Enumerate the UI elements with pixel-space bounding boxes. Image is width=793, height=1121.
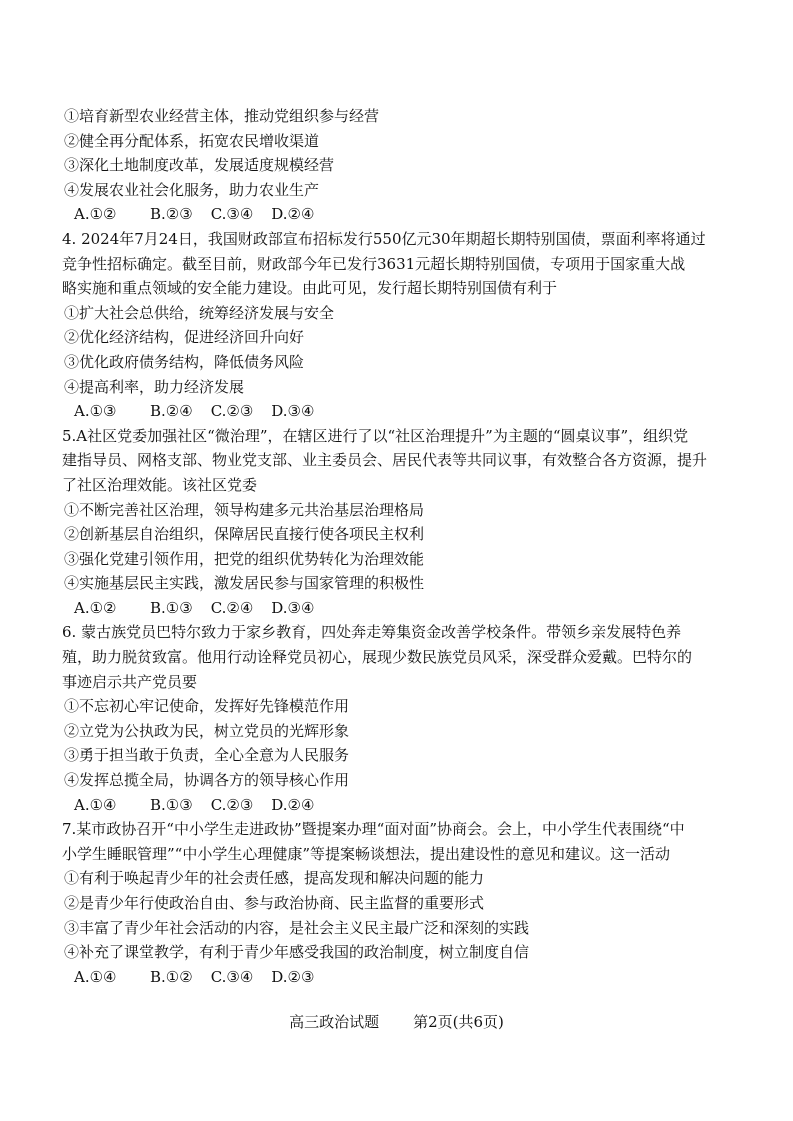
question-stem-line: 7.某市政协召开“中小学生走进政协”暨提案办理“面对面”协商会。会上，中小学生代表围绕“中 bbox=[62, 820, 685, 839]
choice-d: D.③④ bbox=[271, 402, 315, 421]
option-line: ④发展农业社会化服务，助力农业生产 bbox=[64, 180, 320, 199]
question-stem-line: 5.A社区党委加强社区“微治理”，在辖区进行了以“社区治理提升”为主题的“圆桌议事”，组织党 bbox=[62, 426, 689, 445]
answer-choices bbox=[62, 596, 722, 621]
choice-c: C.③④ bbox=[210, 967, 254, 986]
question-stem-line: 事迹启示共产党员要 bbox=[62, 672, 198, 691]
question-stem-line: 4. 2024年7月24日，我国财政部宣布招标发行550亿元30年期超长期特别国债，票面利率将通过 bbox=[62, 229, 706, 248]
question-5 bbox=[62, 424, 722, 621]
question-stem-line: 了社区治理效能。该社区党委 bbox=[62, 475, 258, 494]
option-line: ①扩大社会总供给，统筹经济发展与安全 bbox=[64, 303, 335, 322]
option-line: ③丰富了青少年社会活动的内容，是社会主义民主最广泛和深刻的实践 bbox=[64, 918, 530, 937]
option-line: ①不断完善社区治理，领导构建多元共治基层治理格局 bbox=[64, 500, 425, 519]
question-7 bbox=[62, 817, 722, 989]
option-line: ③强化党建引领作用，把党的组织优势转化为治理效能 bbox=[64, 549, 425, 568]
question-3 bbox=[62, 104, 722, 227]
option-line: ③勇于担当敢于负责，全心全意为人民服务 bbox=[64, 746, 350, 765]
page-footer bbox=[0, 1010, 793, 1035]
option-line: ④提高利率，助力经济发展 bbox=[64, 377, 245, 396]
choice-b: B.②③ bbox=[150, 205, 193, 224]
question-4 bbox=[62, 227, 722, 424]
option-line: ②立党为公执政为民，树立党员的光辉形象 bbox=[64, 721, 350, 740]
choice-a: A.①④ bbox=[74, 795, 117, 814]
choice-b: B.①② bbox=[150, 967, 193, 986]
option-line: ④实施基层民主实践，激发居民参与国家管理的积极性 bbox=[64, 574, 425, 593]
option-line: ①不忘初心牢记使命，发挥好先锋模范作用 bbox=[64, 697, 350, 716]
option-line: ①培育新型农业经营主体，推动党组织参与经营 bbox=[64, 107, 380, 125]
question-stem-line: 殖，助力脱贫致富。他用行动诠释党员初心，展现少数民族党员风采，深受群众爱戴。巴特尔的 bbox=[62, 648, 693, 667]
answer-choices bbox=[62, 793, 722, 818]
footer-subject: 高三政治试题 bbox=[289, 1013, 380, 1031]
question-stem-line: 建指导员、网格支部、物业党支部、业主委员会、居民代表等共同议事，有效整合各方资源，提升 bbox=[62, 451, 708, 470]
option-line: ④补充了课堂教学，有利于青少年感受我国的政治制度，树立制度自信 bbox=[64, 943, 530, 962]
question-stem-line: 小学生睡眠管理”“中小学生心理健康”等提案畅谈想法，提出建设性的意见和建议。这一活动 bbox=[62, 844, 671, 863]
choice-d: D.②④ bbox=[271, 205, 315, 224]
answer-choices bbox=[62, 202, 722, 227]
choice-c: C.②③ bbox=[210, 402, 254, 421]
choice-d: D.②④ bbox=[271, 795, 315, 814]
choice-c: C.②④ bbox=[210, 598, 254, 617]
choice-a: A.①③ bbox=[74, 402, 117, 421]
option-line: ③优化政府债务结构，降低债务风险 bbox=[64, 352, 305, 371]
question-stem-line: 6. 蒙古族党员巴特尔致力于家乡教育，四处奔走筹集资金改善学校条件。带领乡亲发展特色养 bbox=[62, 623, 682, 642]
option-line: ②优化经济结构，促进经济回升向好 bbox=[64, 328, 305, 347]
choice-a: A.①② bbox=[74, 598, 117, 617]
question-stem-line: 略实施和重点领域的安全能力建设。由此可见，发行超长期特别国债有利于 bbox=[62, 279, 558, 298]
question-stem-line: 竞争性招标确定。截至目前，财政部今年已发行3631元超长期特别国债，专项用于国家重大战 bbox=[62, 254, 686, 273]
answer-choices bbox=[62, 965, 722, 990]
question-6 bbox=[62, 620, 722, 817]
answer-choices bbox=[62, 399, 722, 424]
choice-b: B.①③ bbox=[150, 598, 193, 617]
option-line: ②健全再分配体系，拓宽农民增收渠道 bbox=[64, 131, 320, 150]
choice-c: C.③④ bbox=[210, 205, 254, 224]
choice-d: D.③④ bbox=[271, 598, 315, 617]
choice-b: B.①③ bbox=[150, 795, 193, 814]
choice-a: A.①④ bbox=[74, 967, 117, 986]
option-line: ②是青少年行使政治自由、参与政治协商、民主监督的重要形式 bbox=[64, 894, 485, 912]
option-line: ①有利于唤起青少年的社会责任感，提高发现和解决问题的能力 bbox=[64, 869, 485, 888]
option-line: ②创新基层自治组织，保障居民直接行使各项民主权利 bbox=[64, 525, 425, 544]
choice-d: D.②③ bbox=[271, 967, 315, 986]
option-line: ③深化土地制度改革，发展适度规模经营 bbox=[64, 156, 335, 175]
option-line: ④发挥总揽全局，协调各方的领导核心作用 bbox=[64, 771, 350, 790]
choice-b: B.②④ bbox=[150, 402, 193, 421]
page-content bbox=[62, 104, 722, 989]
footer-page-number: 第2页(共6页) bbox=[413, 1013, 504, 1031]
choice-a: A.①② bbox=[74, 205, 117, 224]
choice-c: C.②③ bbox=[210, 795, 254, 814]
